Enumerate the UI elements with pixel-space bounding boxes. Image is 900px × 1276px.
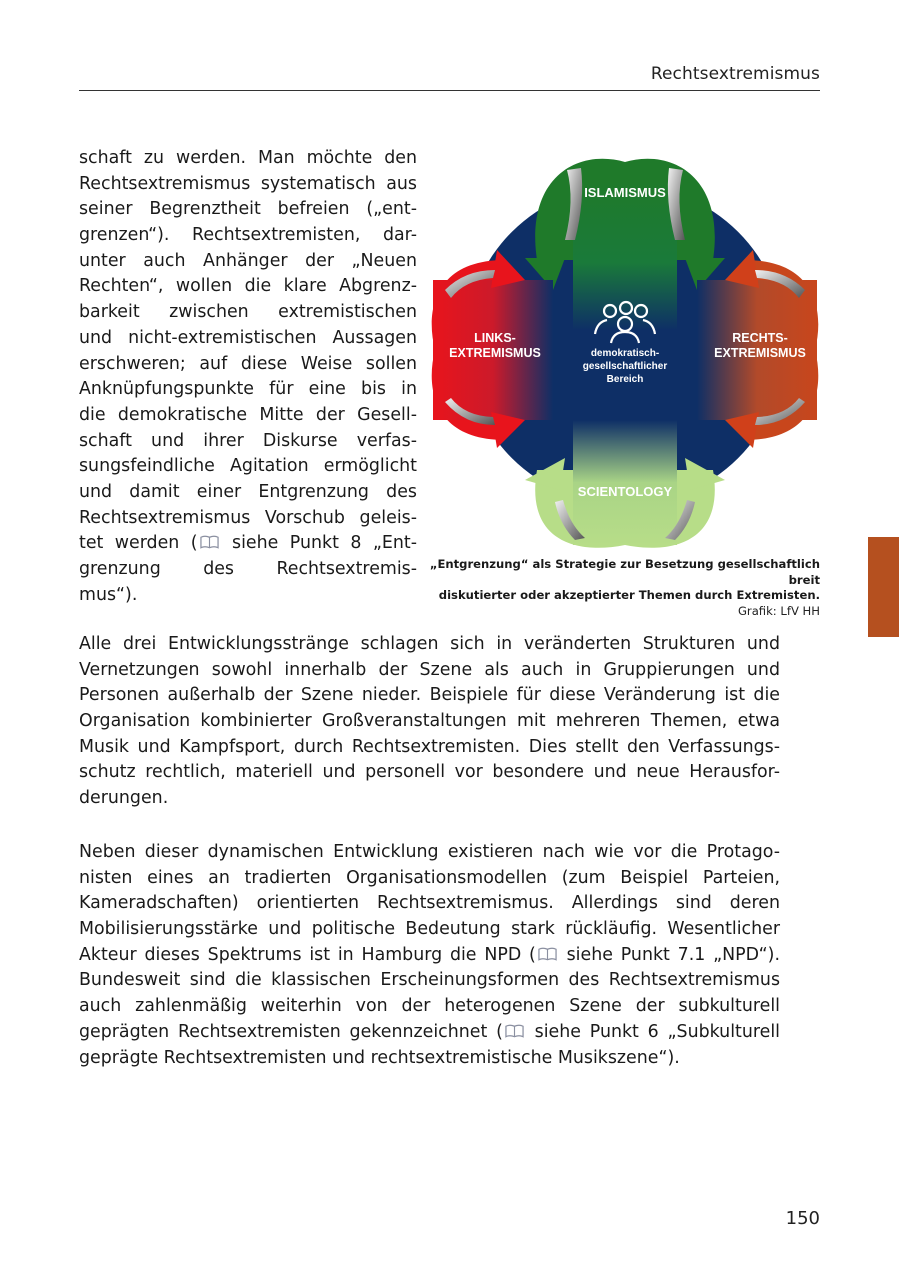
text-line: Bundesweit sind die klassischen Erscheinungsformen des Rechtsextremismus: [79, 970, 780, 991]
text-line: Anknüpfungspunkte für eine bis in: [79, 379, 417, 400]
right-segment-label-line2: EXTREMISMUS: [714, 346, 806, 360]
text-fragment: geprägten Rechtsextremisten gekennzeichnet (: [79, 1021, 503, 1042]
text-line: grenzung des Rechtsextremis-: [79, 559, 417, 579]
text-line: Neben dieser dynamischen Entwicklung existieren nach wie vor die Protago-: [79, 842, 780, 862]
text-fragment: Akteur dieses Spektrums ist in Hamburg die NPD (: [79, 944, 536, 965]
text-line: sungsfeindliche Agitation ermöglicht: [79, 456, 417, 477]
text-line: schutz rechtlich, materiell und personell vor besondere und neue Herausfor-: [79, 762, 780, 783]
cross-reference-line[interactable]: [79, 531, 417, 557]
text-line: nisten eines an tradierten Organisationsmodellen (zum Beispiel Parteien,: [79, 867, 780, 888]
paragraph-1: [79, 632, 780, 812]
caption-line: „Entgrenzung“ als Strategie zur Besetzung gesellschaftlich breit: [429, 557, 820, 587]
book-icon: [538, 947, 557, 961]
text-line: Musik und Kampfsport, durch Rechtsextremisten. Dies stellt den Verfassungs-: [79, 736, 780, 757]
text-line: barkeit zwischen extremistischen: [79, 302, 417, 323]
center-label-line1: demokratisch-: [590, 348, 660, 359]
book-icon: [505, 1024, 524, 1038]
cross-reference-text: siehe Punkt 7.1 „NPD“).: [558, 944, 780, 965]
paragraph-2: [79, 840, 780, 1071]
right-segment-label-line1: RECHTS-: [732, 331, 788, 345]
text-line: unter auch Anhänger der „Neuen: [79, 250, 417, 271]
entgrenzung-diagram: [425, 140, 825, 555]
text-line: grenzen“). Rechtsextremisten, dar-: [79, 225, 417, 246]
text-line: die demokratische Mitte der Gesell-: [79, 404, 417, 425]
text-line: Mobilisierungsstärke und politische Bedeutung stark rückläufig. Wesentlicher: [79, 919, 780, 940]
text-line: Rechten“, wollen die klare Abgrenz-: [79, 276, 417, 297]
text-line: und nicht-extremistischen Aussagen: [79, 327, 417, 348]
text-line: geprägte Rechtsextremisten und rechtsextremistische Musikszene“).: [79, 1047, 680, 1068]
text-line: erschweren; auf diese Weise sollen: [79, 353, 417, 374]
bottom-segment-label: SCIENTOLOGY: [577, 484, 673, 499]
text-line: schaft zu werden. Man möchte den: [79, 148, 417, 168]
cross-reference-line[interactable]: [79, 943, 780, 969]
text-line: Rechtsextremismus systematisch aus: [79, 173, 417, 194]
left-segment-label-line2: EXTREMISMUS: [449, 346, 541, 360]
center-label-line2: gesellschaftlicher: [582, 361, 668, 372]
figure-caption: [420, 557, 820, 619]
text-line: und damit einer Entgrenzung des: [79, 481, 417, 502]
caption-line: diskutierter oder akzeptierter Themen durch Extremisten.: [438, 588, 820, 602]
text-line: derungen.: [79, 788, 169, 809]
text-line: Personen außerhalb der Szene nieder. Beispiele für diese Veränderung ist die: [79, 685, 780, 706]
text-line: Vernetzungen sowohl innerhalb der Szene als auch in Gruppierungen und: [79, 659, 780, 680]
book-icon: [200, 535, 219, 549]
text-line: auch zahlenmäßig weiterhin von der heterogenen Szene der subkulturell: [79, 996, 780, 1017]
text-line: seiner Begrenztheit befreien („ent-: [79, 199, 417, 220]
diagram-graphic: [425, 140, 825, 555]
text-line: Organisation kombinierter Großveranstaltungen mit mehreren Themen, etwa: [79, 711, 780, 732]
chapter-side-tab: [868, 537, 899, 637]
running-header-title: Rechtsextremismus: [650, 64, 820, 84]
text-line: Alle drei Entwicklungsstränge schlagen sich in veränderten Strukturen und: [79, 634, 780, 654]
header-rule: [79, 90, 820, 91]
page-number: 150: [785, 1208, 820, 1229]
cross-reference-line[interactable]: [79, 1020, 780, 1046]
text-line: Rechtsextremismus Vorschub geleis-: [79, 507, 417, 528]
cross-reference-text: siehe Punkt 8 „Ent-: [220, 533, 417, 554]
text-line: mus“).: [79, 584, 138, 605]
top-segment-label: ISLAMISMUS: [584, 185, 666, 200]
left-column-text: [79, 146, 417, 608]
center-label-line3: Bereich: [606, 374, 644, 385]
text-line: schaft und ihrer Diskurse verfas-: [79, 430, 417, 451]
left-segment-label-line1: LINKS-: [474, 331, 516, 345]
caption-credit: Grafik: LfV HH: [737, 603, 820, 618]
cross-reference-text: siehe Punkt 6 „Subkulturell: [525, 1021, 780, 1042]
text-fragment: tet werden (: [79, 533, 198, 554]
text-line: Kameradschaften) orientierten Rechtsextremismus. Allerdings sind deren: [79, 893, 780, 914]
